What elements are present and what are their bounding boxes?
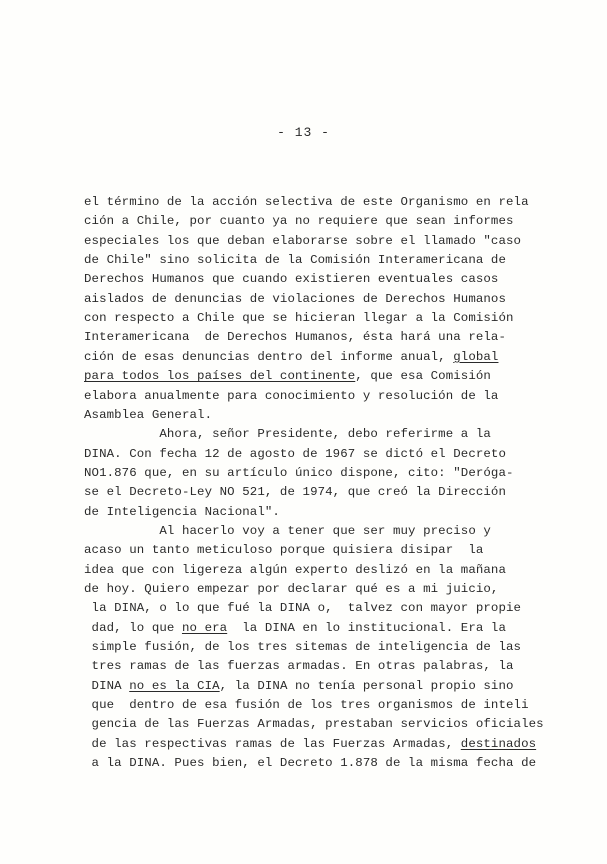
- text-line: [84, 348, 498, 366]
- text-segment: , la DINA no tenía personal propio sino: [219, 678, 514, 693]
- text-segment: de hoy. Quiero empezar por declarar qué es a mi juicio,: [84, 582, 499, 596]
- text-segment: se el Decreto-Ley NO 521, de 1974, que creó la Dirección: [84, 485, 506, 500]
- text-segment: de Inteligencia Nacional".: [84, 504, 280, 519]
- text-line: [84, 503, 280, 521]
- text-segment: DINA. Con fecha 12 de agosto de 1967 se dictó el Decreto: [84, 446, 506, 461]
- text-line: [84, 541, 483, 559]
- text-segment: a la DINA. Pues bien, el Decreto 1.878 de la misma fecha de: [84, 756, 537, 771]
- text-line: [84, 619, 506, 637]
- underlined-text: global: [453, 349, 499, 364]
- text-line: [84, 367, 491, 385]
- text-segment: ción a Chile, por cuanto ya no requiere que sean informes: [84, 214, 514, 229]
- underlined-text: para todos los países del continente: [84, 369, 356, 384]
- text-line: [84, 599, 521, 617]
- text-line: [84, 270, 498, 288]
- text-line: [84, 464, 514, 482]
- text-segment: Interamericana de Derechos Humanos, ésta hará una rela-: [84, 330, 506, 345]
- text-segment: DINA: [84, 678, 130, 693]
- text-segment: la DINA, o lo que fué la DINA o, talvez con mayor propie: [84, 601, 522, 616]
- text-line: [84, 638, 521, 656]
- text-line: [84, 735, 536, 753]
- text-segment: Ahora, señor Presidente, debo referirme a la: [84, 427, 491, 442]
- text-segment: Asamblea General.: [84, 407, 213, 422]
- text-segment: elabora anualmente para conocimiento y resolución de la: [84, 388, 499, 403]
- text-line: [84, 445, 506, 463]
- text-segment: aislados de denuncias de violaciones de Derechos Humanos: [84, 291, 506, 306]
- text-segment: que dentro de esa fusión de los tres organismos de inteli: [84, 698, 529, 713]
- text-line: [84, 387, 498, 405]
- text-line: [84, 677, 514, 695]
- text-line: [84, 561, 506, 579]
- text-line: [84, 212, 514, 230]
- text-segment: dad, lo que: [84, 620, 182, 635]
- text-segment: de las respectivas ramas de las Fuerzas Armadas,: [84, 736, 461, 751]
- text-line: [84, 754, 536, 772]
- text-line: [84, 522, 491, 540]
- text-segment: especiales los que deban elaborarse sobre el llamado "caso: [84, 233, 522, 248]
- text-segment: gencia de las Fuerzas Armadas, prestaban servicios oficiales: [84, 717, 544, 732]
- text-line: [84, 328, 506, 346]
- text-segment: la DINA en lo institucional. Era la: [227, 620, 507, 635]
- text-segment: de Chile" sino solicita de la Comisión Interamericana de: [84, 253, 506, 268]
- text-line: [84, 715, 544, 733]
- text-line: [84, 696, 529, 714]
- text-line: [84, 580, 498, 598]
- text-segment: ción de esas denuncias dentro del informe anual,: [84, 349, 454, 364]
- text-segment: acaso un tanto meticuloso porque quisiera disipar la: [84, 543, 484, 558]
- text-line: [84, 657, 514, 675]
- text-line: [84, 406, 212, 424]
- text-line: [84, 425, 491, 443]
- text-line: [84, 232, 521, 250]
- text-segment: con respecto a Chile que se hicieran llegar a la Comisión: [84, 311, 514, 326]
- text-segment: NO1.876 que, en su artículo único dispone, cito: "Deróga-: [84, 465, 514, 480]
- underlined-text: destinados: [460, 736, 537, 751]
- underlined-text: no es la CIA: [129, 678, 220, 693]
- text-segment: idea que con ligereza algún experto deslizó en la mañana: [84, 562, 506, 577]
- page-number: - 13 -: [277, 125, 330, 140]
- text-line: [84, 483, 506, 501]
- text-line: [84, 193, 529, 211]
- text-line: [84, 309, 514, 327]
- text-line: [84, 251, 506, 269]
- underlined-text: no era: [181, 620, 228, 635]
- text-segment: tres ramas de las fuerzas armadas. En otras palabras, la: [84, 659, 514, 674]
- text-segment: Derechos Humanos que cuando existieren eventuales casos: [84, 272, 499, 287]
- text-segment: el término de la acción selectiva de este Organismo en rela: [84, 195, 529, 209]
- text-segment: , que esa Comisión: [355, 369, 491, 384]
- text-line: [84, 290, 506, 308]
- text-segment: simple fusión, de los tres sitemas de inteligencia de las: [84, 640, 522, 655]
- text-segment: Al hacerlo voy a tener que ser muy preciso y: [84, 523, 491, 538]
